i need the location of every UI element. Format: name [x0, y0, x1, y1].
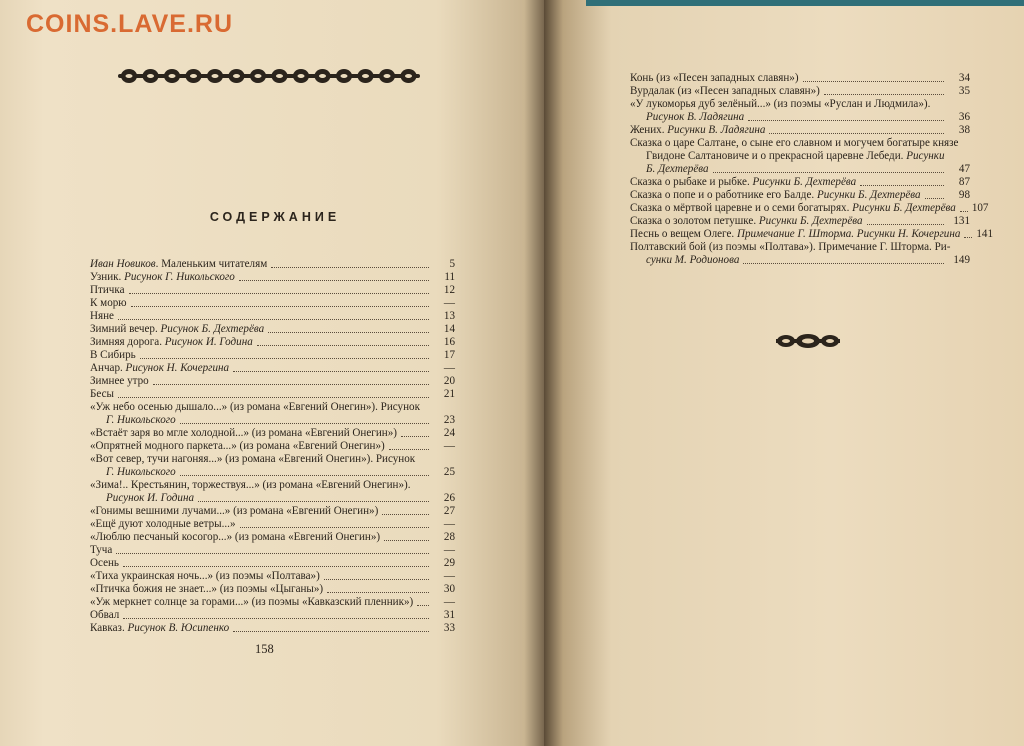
entry-title: Зимняя дорога.: [90, 336, 165, 348]
illustrator-credit: сунки М. Родионова: [646, 254, 740, 266]
toc-entry: [90, 284, 455, 297]
entry-title: «Опрятней модного паркета...» (из романа «Евгений Онегин»): [90, 440, 385, 452]
dot-leader: [240, 527, 430, 528]
ornament-icon: [118, 68, 420, 84]
dot-leader: [123, 566, 429, 567]
page-ref: 38: [958, 124, 970, 136]
illustrator-credit: Б. Дехтерёва: [646, 163, 709, 175]
page-ref: 35: [958, 85, 970, 97]
entry-title: Вурдалак (из «Песен западных славян»): [630, 85, 820, 97]
entry-title: Гвидоне Салтановиче и о прекрасной царевне Лебеди.: [646, 150, 907, 162]
entry-title: «Гонимы вешними лучами...» (из романа «Евгений Онегин»): [90, 505, 379, 517]
toc-entry: [630, 228, 994, 241]
toc-entry: [630, 98, 970, 124]
dot-leader: [860, 185, 944, 186]
entry-title: «Птичка божия не знает...» (из поэмы «Цыганы»): [90, 583, 324, 595]
toc-entry: [630, 176, 970, 189]
illustrator-credit: Рисунок И. Година: [164, 336, 253, 348]
entry-title: В Сибирь: [90, 349, 136, 361]
toc-entry: [90, 375, 455, 388]
dot-leader: [180, 423, 429, 424]
toc-entry: [630, 124, 970, 137]
dot-leader: [198, 501, 429, 502]
entry-title: «Тиха украинская ночь...» (из поэмы «Полтава»): [90, 570, 320, 582]
toc-entry: [630, 189, 970, 202]
toc-entry: [90, 531, 455, 544]
dot-leader: [867, 224, 944, 225]
page-ref: 25: [443, 466, 455, 478]
dot-leader: [743, 263, 944, 264]
toc-entry: [90, 544, 455, 557]
toc-entry: [90, 271, 455, 284]
page-ref: —: [443, 596, 455, 608]
toc-right-column: [630, 72, 994, 267]
page-ref: 34: [958, 72, 970, 84]
illustrator-credit: Рисунки: [906, 150, 945, 162]
page-ref: 131: [953, 215, 970, 227]
page-ref: 107: [971, 202, 989, 214]
dot-leader: [233, 371, 429, 372]
illustrator-credit: Рисунок В. Юсипенко: [127, 622, 230, 634]
entry-title: Кавказ.: [90, 622, 128, 634]
entry-title: Осень: [90, 557, 119, 569]
entry-title: «Ещё дуют холодные ветры...»: [90, 518, 236, 530]
entry-title: Няне: [90, 310, 114, 322]
toc-entry: [90, 297, 455, 310]
illustrator-credit: Г. Никольского: [106, 414, 176, 426]
toc-entry: [90, 258, 455, 271]
entry-title: Зимнее утро: [90, 375, 149, 387]
entry-title: Сказка о царе Салтане, о сыне его славном и могучем богатыре князе: [630, 137, 959, 149]
toc-entry: [90, 388, 455, 401]
page-ref: 24: [443, 427, 455, 439]
page-ref: 5: [449, 258, 455, 270]
toc-left-column: [90, 258, 455, 635]
page-number: 158: [255, 642, 274, 656]
page-ref: 30: [443, 583, 455, 595]
dot-leader: [118, 319, 429, 320]
toc-entry: [630, 215, 970, 228]
dot-leader: [803, 81, 944, 82]
illustrator-credit: Рисунок: [380, 401, 420, 413]
dot-leader: [233, 631, 429, 632]
entry-title: Полтавский бой (из поэмы «Полтава»).: [630, 241, 819, 253]
toc-entry: [90, 570, 455, 583]
dot-leader: [769, 133, 944, 134]
dot-leader: [140, 358, 429, 359]
entry-title: . Маленьким читателям: [155, 258, 268, 270]
entry-title: Зимний вечер.: [90, 323, 161, 335]
entry-title: «У лукоморья дуб зелёный...» (из поэмы «Руслан и Людмила»).: [630, 98, 931, 110]
page-ref: 47: [958, 163, 970, 175]
page-ref: 87: [958, 176, 970, 188]
dot-leader: [118, 397, 429, 398]
toc-entry: [90, 583, 455, 596]
dot-leader: [131, 306, 429, 307]
dot-leader: [123, 618, 429, 619]
page-ref: 98: [958, 189, 970, 201]
illustrator-credit: Рисунок В. Ладягина: [646, 111, 745, 123]
dot-leader: [964, 237, 972, 238]
dot-leader: [382, 514, 429, 515]
toc-entry: [90, 479, 455, 505]
illustrator-credit: Рисунки Б. Дехтерёва: [852, 202, 956, 214]
entry-title: Сказка о золотом петушке.: [630, 215, 759, 227]
toc-entry: [90, 401, 455, 427]
dot-leader: [239, 280, 429, 281]
illustrator-credit: Рисунок Г. Никольского: [124, 271, 235, 283]
toc-entry: [90, 349, 455, 362]
toc-entry: [90, 336, 455, 349]
dot-leader: [925, 198, 944, 199]
entry-title: Туча: [90, 544, 113, 556]
toc-entry: [630, 137, 970, 176]
toc-entry: [90, 518, 455, 531]
illustrator-credit: Иван Новиков: [90, 258, 156, 270]
toc-entry: [90, 505, 455, 518]
illustrator-credit: Рисунок И. Година: [106, 492, 195, 504]
dot-leader: [180, 475, 429, 476]
entry-title: «Уж небо осенью дышало...» (из романа «Евгений Онегин»).: [90, 401, 381, 413]
entry-title: Обвал: [90, 609, 120, 621]
toc-entry: [90, 596, 455, 609]
page-ref: 26: [443, 492, 455, 504]
toc-entry: [90, 323, 455, 336]
dot-leader: [268, 332, 429, 333]
page-ref: 20: [443, 375, 455, 387]
dot-leader: [713, 172, 944, 173]
illustrator-credit: Г. Никольского: [106, 466, 176, 478]
dot-leader: [401, 436, 429, 437]
toc-entry: [630, 202, 989, 215]
background-strip: [586, 0, 1024, 6]
entry-title: «Люблю песчаный косогор...» (из романа «Евгений Онегин»): [90, 531, 381, 543]
toc-entry: [90, 440, 455, 453]
page-ref: 13: [443, 310, 455, 322]
page-ref: 31: [443, 609, 455, 621]
entry-title: Анчар.: [90, 362, 126, 374]
illustrator-credit: Рисунки Б. Дехтерёва: [758, 215, 863, 227]
page-ref: —: [443, 518, 455, 530]
toc-entry: [90, 427, 455, 440]
page-ref: 33: [443, 622, 455, 634]
page-ref: 27: [443, 505, 455, 517]
dot-leader: [324, 579, 429, 580]
dot-leader: [116, 553, 429, 554]
dot-leader: [389, 449, 429, 450]
illustrator-credit: Рисунки Б. Дехтерёва: [752, 176, 857, 188]
page-ref: —: [443, 570, 455, 582]
toc-entry: [90, 310, 455, 323]
dot-leader: [271, 267, 429, 268]
illustrator-credit: Рисунок Б. Дехтерёва: [160, 323, 265, 335]
entry-title: Жених.: [630, 124, 668, 136]
entry-title: «Встаёт заря во мгле холодной...» (из романа «Евгений Онегин»): [90, 427, 397, 439]
page-ref: 36: [958, 111, 970, 123]
toc-entry: [630, 72, 970, 85]
ornament-icon: [776, 332, 840, 350]
entry-title: Узник.: [90, 271, 125, 283]
illustrator-credit: Рисунки В. Ладягина: [667, 124, 766, 136]
illustrator-credit: Примечание Г. Шторма. Рисунки Н. Кочергина: [736, 228, 961, 240]
site-watermark: COINS.LAVE.RU: [26, 10, 233, 38]
page-ref: 28: [443, 531, 455, 543]
page-ref: 149: [953, 254, 970, 266]
page-ref: 17: [443, 349, 455, 361]
illustrator-credit: Рисунки Б. Дехтерёва: [816, 189, 921, 201]
page-ref: 14: [443, 323, 455, 335]
illustrator-credit: Рисунок: [375, 453, 416, 465]
page-ref: —: [443, 440, 455, 452]
page-ref: 16: [443, 336, 455, 348]
entry-title: К морю: [90, 297, 127, 309]
page-ref: 29: [443, 557, 455, 569]
entry-title: Конь (из «Песен западных славян»): [630, 72, 799, 84]
dot-leader: [384, 540, 429, 541]
toc-entry: [90, 622, 455, 635]
dot-leader: [960, 211, 968, 212]
toc-entry: [90, 362, 455, 375]
entry-title: Сказка о рыбаке и рыбке.: [630, 176, 753, 188]
entry-title: Сказка о попе и о работнике его Балде.: [630, 189, 817, 201]
toc-entry: [630, 85, 970, 98]
dot-leader: [417, 605, 429, 606]
dot-leader: [824, 94, 944, 95]
toc-heading: СОДЕРЖАНИЕ: [209, 210, 341, 224]
entry-title: Сказка о мёртвой царевне и о семи богатырях.: [630, 202, 853, 214]
page-ref: 11: [444, 271, 455, 283]
dot-leader: [748, 120, 944, 121]
page-ref: 12: [443, 284, 455, 296]
toc-entry: [630, 241, 970, 267]
entry-title: «Вот север, тучи нагоняя...» (из романа «Евгений Онегин»).: [90, 453, 376, 465]
page-ref: —: [443, 362, 455, 374]
page-ref: —: [443, 297, 455, 309]
illustrator-credit: Примечание Г. Шторма. Ри-: [818, 241, 951, 253]
dot-leader: [257, 345, 429, 346]
page-ref: 141: [976, 228, 994, 240]
entry-title: Птичка: [90, 284, 125, 296]
dot-leader: [129, 293, 429, 294]
entry-title: «Уж меркнет солнце за горами...» (из поэмы «Кавказский пленник»): [90, 596, 414, 608]
page-ref: —: [443, 544, 455, 556]
page-ref: 21: [443, 388, 455, 400]
entry-title: Песнь о вещем Олеге.: [630, 228, 737, 240]
entry-title: «Зима!.. Крестьянин, торжествуя...» (из романа «Евгений Онегин»).: [90, 479, 411, 491]
toc-entry: [90, 557, 455, 570]
toc-entry: [90, 453, 455, 479]
dot-leader: [153, 384, 429, 385]
entry-title: Бесы: [90, 388, 114, 400]
illustrator-credit: Рисунок Н. Кочергина: [125, 362, 230, 374]
dot-leader: [327, 592, 429, 593]
toc-entry: [90, 609, 455, 622]
page-ref: 23: [443, 414, 455, 426]
